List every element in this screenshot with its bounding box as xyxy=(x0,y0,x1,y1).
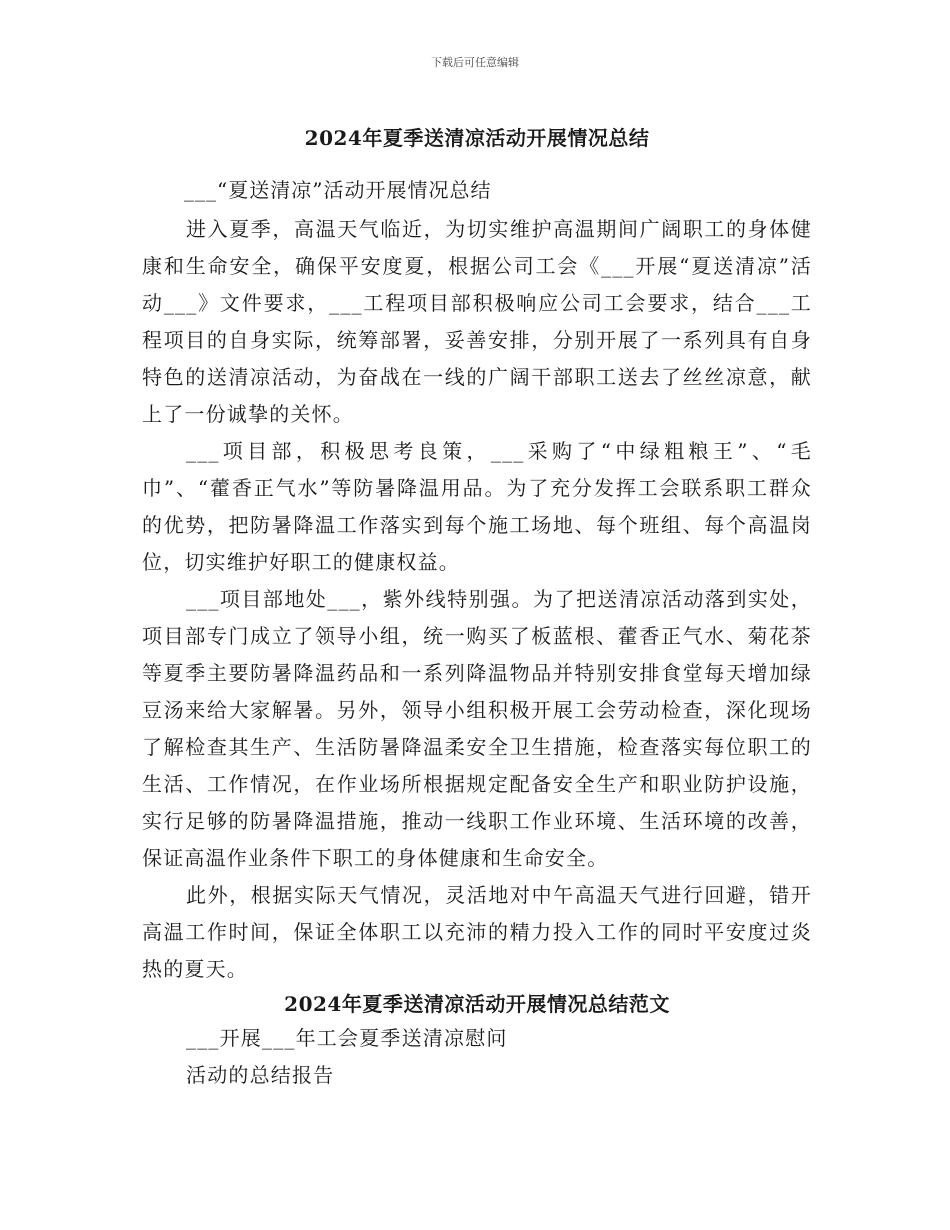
paragraph-3: ___项目部地处___，紫外线特别强。为了把送清凉活动落到实处，项目部专门成立了领导小组，统一购买了板蓝根、藿香正气水、菊花茶等夏季主要防暑降温药品和一系列降温物品并特别安排食堂每天增加绿豆汤来给大家解暑。另外，领导小组积极开展工会劳动检查，深化现场了解检查其生产、生活防暑降温柔安全卫生措施，检查落实每位职工的生活、工作情况，在作业场所根据规定配备安全生产和职业防护设施，实行足够的防暑降温措施，推动一线职工作业环境、生活环境的改善，保证高温作业条件下职工的身体健康和生命安全。 xyxy=(142,587,812,870)
section2-line-1: ___开展___年工会夏季送清凉慰问 xyxy=(186,1026,508,1050)
document-subtitle: ___“夏送清凉”活动开展情况总结 xyxy=(184,178,492,202)
paragraph-4: 此外，根据实际天气情况，灵活地对中午高温天气进行回避，错开高温工作时间，保证全体职工以充沛的精力投入工作的同时平安度过炎热的夏天。 xyxy=(142,883,812,981)
header-note: 下载后可任意编辑 xyxy=(431,56,519,69)
paragraph-2: ___项目部，积极思考良策，___采购了“中绿粗粮王”、“毛巾”、“藿香正气水”等防暑降温用品。为了充分发挥工会联系职工群众的优势，把防暑降温工作落实到每个施工场地、每个班组、每个高温岗位，切实维护好职工的健康权益。 xyxy=(142,439,812,574)
document-title: 2024年夏季送清凉活动开展情况总结 xyxy=(304,126,650,150)
section2-line-2: 活动的总结报告 xyxy=(186,1063,335,1087)
paragraph-1: 进入夏季，高温天气临近，为切实维护高温期间广阔职工的身体健康和生命安全，确保平安度夏，根据公司工会《___开展“夏送清凉”活动___》文件要求，___工程项目部积极响应公司工会要求，结合___工程项目的自身实际，统筹部署，妥善安排，分别开展了一系列具有自身特色的送清凉活动，为奋战在一线的广阔干部职工送去了丝丝凉意，献上了一份诚挚的关怀。 xyxy=(142,217,812,426)
document-body xyxy=(142,122,812,1094)
section2-title: 2024年夏季送清凉活动开展情况总结范文 xyxy=(284,992,670,1016)
